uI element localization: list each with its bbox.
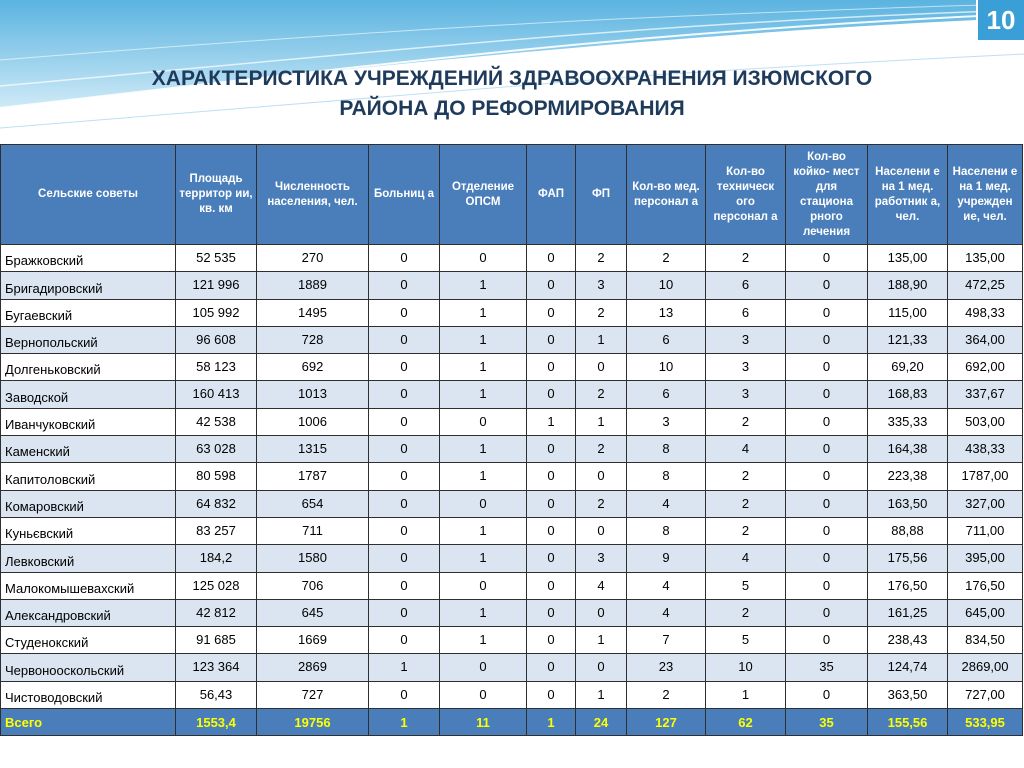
table-row xyxy=(1,245,1023,272)
column-header: Кол-во мед. персонал а xyxy=(627,145,706,245)
table-cell: 1 xyxy=(440,354,527,381)
column-header: Сельские советы xyxy=(1,145,176,245)
table-cell: 2 xyxy=(706,517,786,544)
table-cell: 175,56 xyxy=(868,545,948,572)
column-header: Кол-во койко- мест для стациона рного лечения xyxy=(786,145,868,245)
table-cell: 121 996 xyxy=(176,272,257,299)
table-total-row xyxy=(1,709,1023,736)
table-cell: 105 992 xyxy=(176,299,257,326)
table-cell: Левковский xyxy=(1,545,176,572)
table-cell: 5 xyxy=(706,572,786,599)
table-cell: 96 608 xyxy=(176,326,257,353)
table-cell: Студенокский xyxy=(1,627,176,654)
table-cell: 0 xyxy=(527,245,576,272)
table-cell: 1669 xyxy=(257,627,369,654)
table-cell: Всего xyxy=(1,709,176,736)
table-cell: 2 xyxy=(627,681,706,708)
table-cell: 0 xyxy=(369,490,440,517)
table-row xyxy=(1,490,1023,517)
healthcare-table xyxy=(0,144,1023,736)
table-cell: 4 xyxy=(627,572,706,599)
table-cell: 1 xyxy=(706,681,786,708)
table-cell: 223,38 xyxy=(868,463,948,490)
table-cell: 706 xyxy=(257,572,369,599)
table-cell: Капитоловский xyxy=(1,463,176,490)
slide-number: 10 xyxy=(986,4,1016,35)
table-cell: 0 xyxy=(527,681,576,708)
table-cell: 0 xyxy=(440,654,527,681)
table-cell: 4 xyxy=(627,490,706,517)
table-row xyxy=(1,381,1023,408)
table-cell: 0 xyxy=(576,654,627,681)
table-cell: 2 xyxy=(576,381,627,408)
table-cell: 2 xyxy=(706,245,786,272)
table-cell: 0 xyxy=(369,681,440,708)
table-cell: 1 xyxy=(440,599,527,626)
table-cell: 23 xyxy=(627,654,706,681)
page-title-line-2: РАЙОНА ДО РЕФОРМИРОВАНИЯ xyxy=(339,97,685,120)
table-cell: Иванчуковский xyxy=(1,408,176,435)
table-cell: 13 xyxy=(627,299,706,326)
table-cell: 335,33 xyxy=(868,408,948,435)
table-header-row xyxy=(1,145,1023,245)
table-cell: 35 xyxy=(786,654,868,681)
table-cell: 69,20 xyxy=(868,354,948,381)
table-cell: 0 xyxy=(369,517,440,544)
table-cell: 161,25 xyxy=(868,599,948,626)
table-cell: 1495 xyxy=(257,299,369,326)
table-cell: 121,33 xyxy=(868,326,948,353)
table-cell: 1 xyxy=(440,545,527,572)
table-cell: 63 028 xyxy=(176,436,257,463)
table-cell: 88,88 xyxy=(868,517,948,544)
table-cell: 42 812 xyxy=(176,599,257,626)
table-cell: 0 xyxy=(369,627,440,654)
table-cell: 64 832 xyxy=(176,490,257,517)
table-cell: 127 xyxy=(627,709,706,736)
table-row xyxy=(1,572,1023,599)
table-cell: 0 xyxy=(527,572,576,599)
table-cell: 184,2 xyxy=(176,545,257,572)
table-cell: 1006 xyxy=(257,408,369,435)
table-cell: 0 xyxy=(576,463,627,490)
table-cell: 0 xyxy=(576,599,627,626)
table-cell: 4 xyxy=(706,436,786,463)
table-cell: 337,67 xyxy=(948,381,1023,408)
table-cell: 834,50 xyxy=(948,627,1023,654)
table-cell: 5 xyxy=(706,627,786,654)
table-row xyxy=(1,299,1023,326)
table-cell: 0 xyxy=(786,599,868,626)
table-cell: 238,43 xyxy=(868,627,948,654)
table-cell: 176,50 xyxy=(948,572,1023,599)
table-cell: 0 xyxy=(786,436,868,463)
table-cell: 1 xyxy=(440,299,527,326)
table-cell: 6 xyxy=(627,381,706,408)
table-cell: 0 xyxy=(440,408,527,435)
table-cell: 2 xyxy=(706,463,786,490)
table-cell: 0 xyxy=(527,381,576,408)
table-cell: 0 xyxy=(786,545,868,572)
table-cell: 2 xyxy=(706,599,786,626)
table-cell: 1 xyxy=(440,326,527,353)
table-cell: 1 xyxy=(576,326,627,353)
table-cell: 472,25 xyxy=(948,272,1023,299)
table-cell: 8 xyxy=(627,517,706,544)
table-cell: Вернопольский xyxy=(1,326,176,353)
table-cell: 711 xyxy=(257,517,369,544)
table-cell: 7 xyxy=(627,627,706,654)
table-cell: 188,90 xyxy=(868,272,948,299)
table-cell: 1553,4 xyxy=(176,709,257,736)
table-row xyxy=(1,517,1023,544)
table-cell: 80 598 xyxy=(176,463,257,490)
table-cell: 3 xyxy=(576,545,627,572)
table-cell: 2 xyxy=(706,490,786,517)
column-header: Населени е на 1 мед. учрежден ие, чел. xyxy=(948,145,1023,245)
table-cell: 327,00 xyxy=(948,490,1023,517)
table-cell: 0 xyxy=(786,681,868,708)
table-cell: 2 xyxy=(576,436,627,463)
table-cell: 3 xyxy=(706,326,786,353)
table-cell: 35 xyxy=(786,709,868,736)
table-cell: 155,56 xyxy=(868,709,948,736)
table-cell: 692 xyxy=(257,354,369,381)
table-cell: 3 xyxy=(627,408,706,435)
table-cell: 654 xyxy=(257,490,369,517)
table-cell: 0 xyxy=(786,572,868,599)
table-cell: 0 xyxy=(786,490,868,517)
table-cell: 1 xyxy=(576,627,627,654)
table-cell: 1 xyxy=(440,463,527,490)
table-row xyxy=(1,463,1023,490)
page-title-line-1: ХАРАКТЕРИСТИКА УЧРЕЖДЕНИЙ ЗДРАВООХРАНЕНИЯ ИЗЮМСКОГО xyxy=(151,67,873,90)
table-cell: 10 xyxy=(706,654,786,681)
table-cell: 0 xyxy=(369,408,440,435)
table-cell: 1580 xyxy=(257,545,369,572)
table-cell: 0 xyxy=(440,681,527,708)
table-row xyxy=(1,654,1023,681)
table-cell: 24 xyxy=(576,709,627,736)
table-cell: 3 xyxy=(576,272,627,299)
table-cell: 1 xyxy=(440,272,527,299)
table-cell: 0 xyxy=(369,436,440,463)
table-cell: 6 xyxy=(706,272,786,299)
column-header: Населени е на 1 мед. работник а, чел. xyxy=(868,145,948,245)
table-cell: 0 xyxy=(369,572,440,599)
table-cell: 42 538 xyxy=(176,408,257,435)
table-cell: 1889 xyxy=(257,272,369,299)
table-cell: 6 xyxy=(627,326,706,353)
column-header: ФП xyxy=(576,145,627,245)
table-cell: 2 xyxy=(706,408,786,435)
table-cell: 10 xyxy=(627,354,706,381)
table-row xyxy=(1,627,1023,654)
table-cell: 533,95 xyxy=(948,709,1023,736)
table-cell: Куньєвский xyxy=(1,517,176,544)
table-cell: 1 xyxy=(440,381,527,408)
table-row xyxy=(1,436,1023,463)
table-cell: 0 xyxy=(527,517,576,544)
table-cell: 0 xyxy=(369,599,440,626)
table-cell: 0 xyxy=(440,490,527,517)
table-cell: 728 xyxy=(257,326,369,353)
table-cell: 1 xyxy=(527,408,576,435)
table-cell: 8 xyxy=(627,463,706,490)
table-cell: 2 xyxy=(576,299,627,326)
table-cell: 363,50 xyxy=(868,681,948,708)
table-cell: Бригадировский xyxy=(1,272,176,299)
table-cell: 6 xyxy=(706,299,786,326)
table-cell: 125 028 xyxy=(176,572,257,599)
table-cell: Александровский xyxy=(1,599,176,626)
table-cell: 1 xyxy=(440,627,527,654)
table-cell: 1 xyxy=(369,709,440,736)
table-cell: 395,00 xyxy=(948,545,1023,572)
table-cell: 0 xyxy=(527,627,576,654)
table-cell: 123 364 xyxy=(176,654,257,681)
table-cell: 0 xyxy=(527,463,576,490)
table-cell: 9 xyxy=(627,545,706,572)
table-cell: 0 xyxy=(369,381,440,408)
table-cell: 711,00 xyxy=(948,517,1023,544)
table-cell: 1 xyxy=(440,436,527,463)
table-row xyxy=(1,681,1023,708)
table-cell: 2869 xyxy=(257,654,369,681)
table-cell: 0 xyxy=(527,272,576,299)
table-cell: 438,33 xyxy=(948,436,1023,463)
table-cell: Долгеньковский xyxy=(1,354,176,381)
table-cell: 0 xyxy=(527,599,576,626)
table-cell: 503,00 xyxy=(948,408,1023,435)
table-cell: 1 xyxy=(527,709,576,736)
table-cell: 4 xyxy=(576,572,627,599)
table-cell: 270 xyxy=(257,245,369,272)
table-cell: 1315 xyxy=(257,436,369,463)
table-cell: 2 xyxy=(576,490,627,517)
table-cell: 0 xyxy=(440,572,527,599)
table-row xyxy=(1,354,1023,381)
table-cell: 0 xyxy=(786,326,868,353)
table-cell: 0 xyxy=(527,354,576,381)
table-cell: 4 xyxy=(627,599,706,626)
table-cell: 0 xyxy=(786,354,868,381)
table-cell: 0 xyxy=(527,436,576,463)
table-cell: Каменский xyxy=(1,436,176,463)
table-cell: 498,33 xyxy=(948,299,1023,326)
table-cell: 91 685 xyxy=(176,627,257,654)
table-cell: 1 xyxy=(369,654,440,681)
table-cell: Бражковский xyxy=(1,245,176,272)
table-cell: 1 xyxy=(576,681,627,708)
table-row xyxy=(1,326,1023,353)
table-cell: 0 xyxy=(527,654,576,681)
table-cell: 11 xyxy=(440,709,527,736)
table-cell: 2869,00 xyxy=(948,654,1023,681)
table-cell: 0 xyxy=(527,326,576,353)
table-row xyxy=(1,599,1023,626)
column-header: Численность населения, чел. xyxy=(257,145,369,245)
table-cell: 0 xyxy=(786,517,868,544)
table-cell: 164,38 xyxy=(868,436,948,463)
slide-number-badge xyxy=(976,0,1024,42)
table-cell: 364,00 xyxy=(948,326,1023,353)
table-cell: 52 535 xyxy=(176,245,257,272)
table-cell: 1787 xyxy=(257,463,369,490)
table-cell: 0 xyxy=(369,326,440,353)
table-cell: 115,00 xyxy=(868,299,948,326)
table-cell: 168,83 xyxy=(868,381,948,408)
table-cell: 0 xyxy=(369,299,440,326)
table-cell: 727 xyxy=(257,681,369,708)
column-header: Кол-во техническ ого персонал а xyxy=(706,145,786,245)
table-cell: 56,43 xyxy=(176,681,257,708)
table-cell: 1 xyxy=(576,408,627,435)
table-cell: 4 xyxy=(706,545,786,572)
table-cell: 0 xyxy=(786,627,868,654)
table-cell: 0 xyxy=(786,299,868,326)
table-cell: 2 xyxy=(627,245,706,272)
page-title xyxy=(60,64,964,124)
column-header: Отделение ОПСМ xyxy=(440,145,527,245)
table-cell: 0 xyxy=(786,408,868,435)
column-header: Площадь территор ии, кв. км xyxy=(176,145,257,245)
table-cell: 160 413 xyxy=(176,381,257,408)
table-cell: Чистоводовский xyxy=(1,681,176,708)
table-cell: 0 xyxy=(369,245,440,272)
table-cell: Заводской xyxy=(1,381,176,408)
table-cell: 0 xyxy=(369,463,440,490)
table-cell: 58 123 xyxy=(176,354,257,381)
table-cell: 727,00 xyxy=(948,681,1023,708)
table-cell: 0 xyxy=(527,299,576,326)
table-cell: 135,00 xyxy=(868,245,948,272)
table-cell: 1 xyxy=(440,517,527,544)
table-cell: 0 xyxy=(576,517,627,544)
table-cell: 0 xyxy=(786,272,868,299)
table-cell: 0 xyxy=(369,354,440,381)
table-cell: 62 xyxy=(706,709,786,736)
table-cell: 645 xyxy=(257,599,369,626)
table-cell: 0 xyxy=(786,245,868,272)
table-cell: 0 xyxy=(369,545,440,572)
table-row xyxy=(1,545,1023,572)
table-cell: 135,00 xyxy=(948,245,1023,272)
table-cell: 124,74 xyxy=(868,654,948,681)
table-cell: 163,50 xyxy=(868,490,948,517)
table-body xyxy=(1,245,1023,709)
table-cell: Червонооскольский xyxy=(1,654,176,681)
table-cell: 3 xyxy=(706,381,786,408)
table-cell: 19756 xyxy=(257,709,369,736)
table-cell: 692,00 xyxy=(948,354,1023,381)
table-cell: 0 xyxy=(527,490,576,517)
table-row xyxy=(1,272,1023,299)
table-cell: 0 xyxy=(369,272,440,299)
column-header: ФАП xyxy=(527,145,576,245)
table-cell: 0 xyxy=(440,245,527,272)
column-header: Больниц а xyxy=(369,145,440,245)
table-cell: 0 xyxy=(527,545,576,572)
table-cell: 1787,00 xyxy=(948,463,1023,490)
table-cell: 0 xyxy=(576,354,627,381)
table-cell: 3 xyxy=(706,354,786,381)
table-cell: 1013 xyxy=(257,381,369,408)
table-cell: 0 xyxy=(786,463,868,490)
table-cell: Бугаевский xyxy=(1,299,176,326)
table-cell: 645,00 xyxy=(948,599,1023,626)
table-cell: 0 xyxy=(786,381,868,408)
table-cell: 8 xyxy=(627,436,706,463)
table-cell: 83 257 xyxy=(176,517,257,544)
table-row xyxy=(1,408,1023,435)
table-cell: 2 xyxy=(576,245,627,272)
table-cell: 10 xyxy=(627,272,706,299)
table-cell: Малокомышевахский xyxy=(1,572,176,599)
table-cell: 176,50 xyxy=(868,572,948,599)
table-cell: Комаровский xyxy=(1,490,176,517)
